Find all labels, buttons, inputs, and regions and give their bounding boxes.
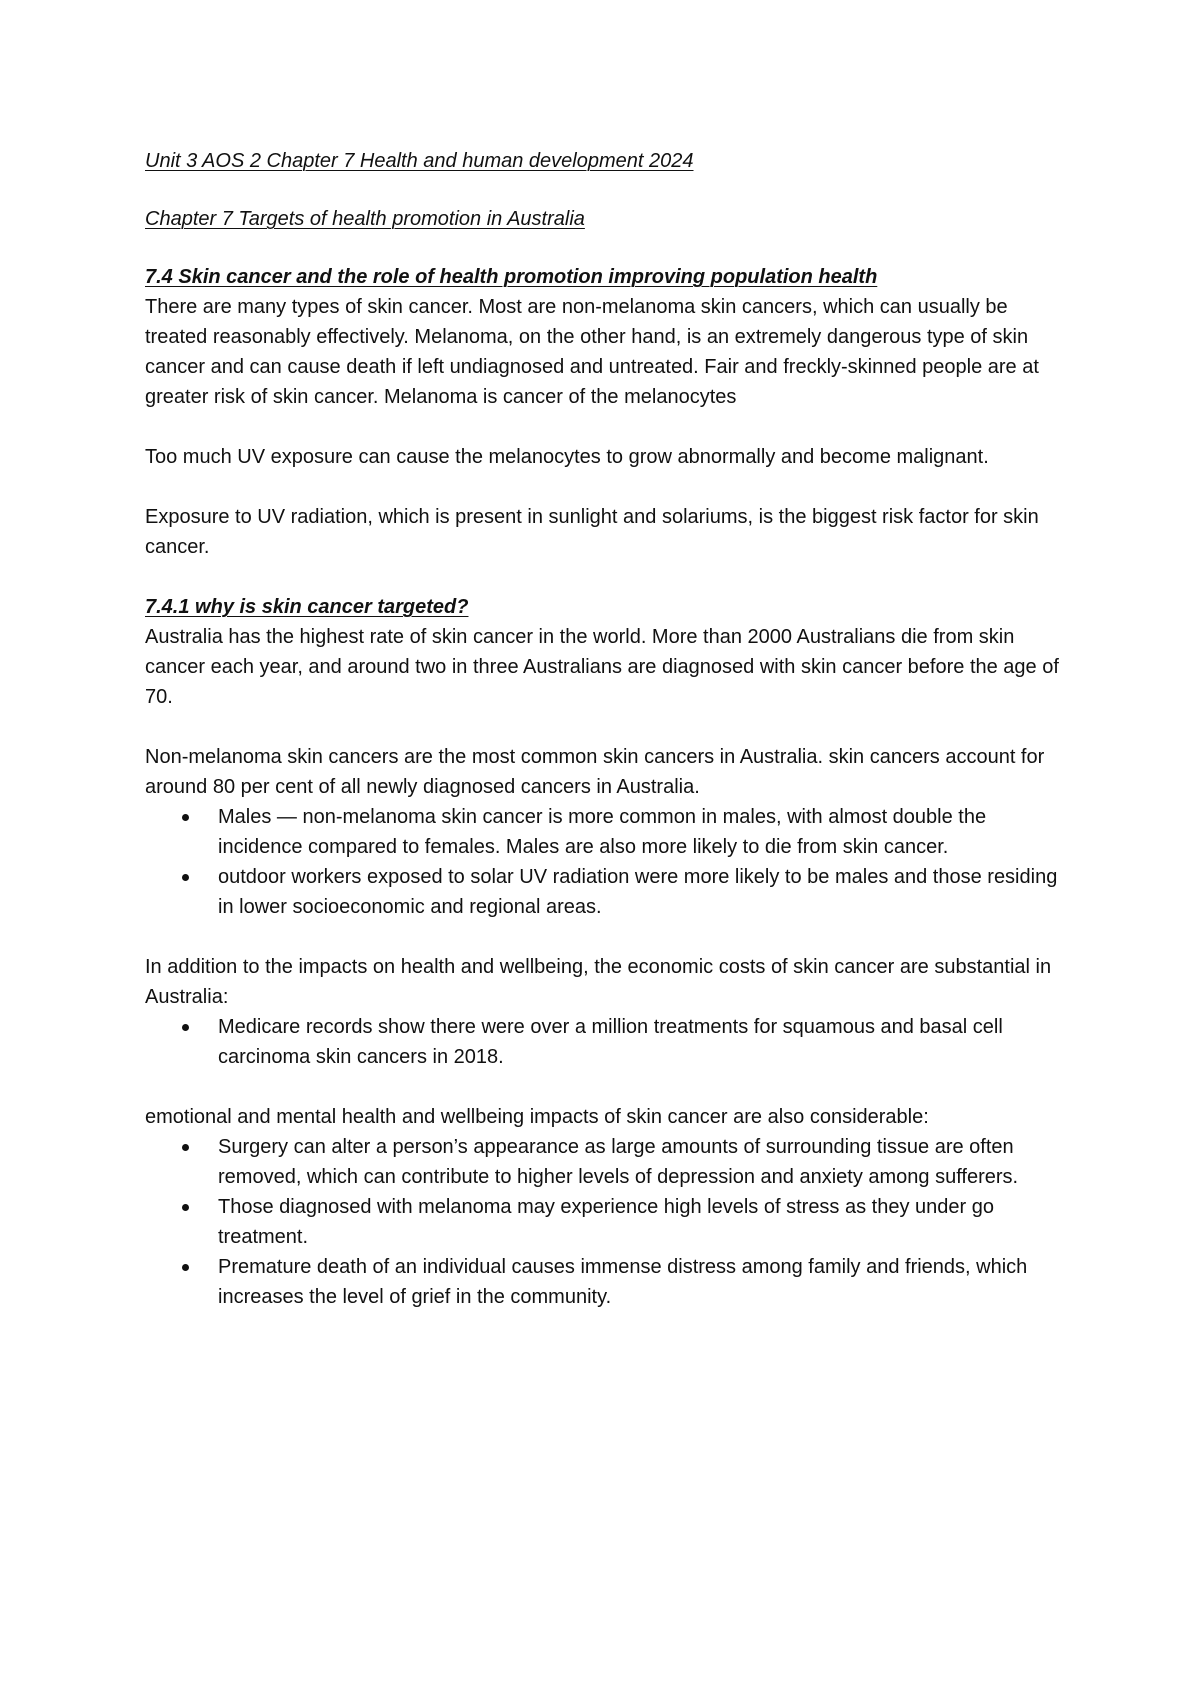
section-7-4-1-heading: 7.4.1 why is skin cancer targeted?	[145, 596, 469, 618]
chapter-title: Chapter 7 Targets of health promotion in Australia	[145, 208, 585, 230]
section-7-4-heading: 7.4 Skin cancer and the role of health promotion improving population health	[145, 266, 878, 288]
section-7-4-1-paragraph-2: Non-melanoma skin cancers are the most common skin cancers in Australia. skin cancers account for around 80 per cent of all newly diagnosed cancers in Australia.	[145, 746, 1045, 798]
section-7-4-paragraph-3: Exposure to UV radiation, which is present in sunlight and solariums, is the biggest risk factor for skin cancer.	[145, 506, 1039, 558]
section-7-4-paragraph-2: Too much UV exposure can cause the melanocytes to grow abnormally and become malignant.	[145, 446, 989, 468]
document-page	[145, 146, 1075, 1312]
bullet-dot-icon	[182, 874, 189, 881]
list-item: Premature death of an individual causes immense distress among family and friends, which increases the level of grief in the community.	[145, 1252, 1075, 1312]
bullet-dot-icon	[182, 1264, 189, 1271]
bullet-dot-icon	[182, 814, 189, 821]
bullet-list-2	[145, 1012, 1075, 1072]
bullet-list-1	[145, 802, 1075, 922]
bullet-list-3	[145, 1132, 1075, 1312]
bullet-dot-icon	[182, 1204, 189, 1211]
bullet-dot-icon	[182, 1144, 189, 1151]
section-7-4-1-paragraph-1: Australia has the highest rate of skin cancer in the world. More than 2000 Australians die from skin cancer each year, and around two in three Australians are diagnosed with skin cancer before the age of 70.	[145, 626, 1059, 708]
section-7-4-1-paragraph-3: In addition to the impacts on health and wellbeing, the economic costs of skin cancer are substantial in Australia:	[145, 956, 1052, 1008]
bullet-dot-icon	[182, 1024, 189, 1031]
list-item: outdoor workers exposed to solar UV radiation were more likely to be males and those residing in lower socioeconomic and regional areas.	[145, 862, 1075, 922]
list-item: Those diagnosed with melanoma may experience high levels of stress as they under go treatment.	[145, 1192, 1075, 1252]
list-item: Medicare records show there were over a million treatments for squamous and basal cell carcinoma skin cancers in 2018.	[145, 1012, 1075, 1072]
section-7-4-1-paragraph-4: emotional and mental health and wellbeing impacts of skin cancer are also considerable:	[145, 1106, 929, 1128]
section-7-4-paragraph-1: There are many types of skin cancer. Most are non-melanoma skin cancers, which can usually be treated reasonably effectively. Melanoma, on the other hand, is an extremely dangerous type of skin cancer and can cause death if left undiagnosed and untreated. Fair and freckly-skinned people are at greater risk of skin cancer. Melanoma is cancer of the melanocytes	[145, 296, 1039, 408]
list-item: Surgery can alter a person’s appearance as large amounts of surrounding tissue are often removed, which can contribute to higher levels of depression and anxiety among sufferers.	[145, 1132, 1075, 1192]
list-item: Males — non-melanoma skin cancer is more common in males, with almost double the incidence compared to females. Males are also more likely to die from skin cancer.	[145, 802, 1075, 862]
document-title: Unit 3 AOS 2 Chapter 7 Health and human development 2024	[145, 150, 694, 172]
